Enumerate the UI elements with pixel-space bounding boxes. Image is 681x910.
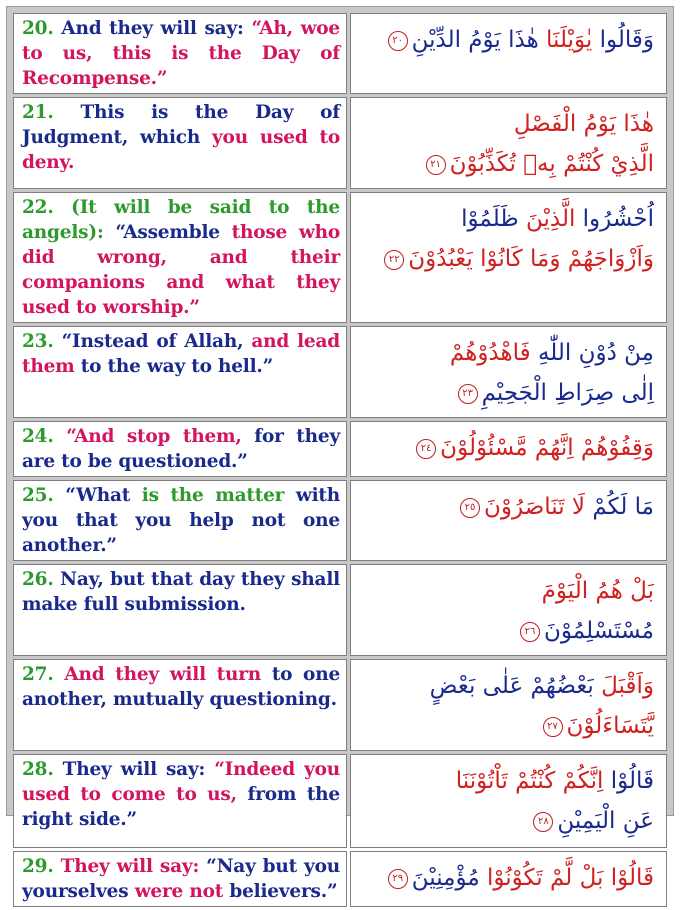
arabic-word-group: هٰذَا يَوْمُ الْفَصْلِ [513,111,654,137]
verse-table-body [13,13,667,907]
arabic-text-cell [350,754,667,848]
verse-table-frame [6,6,674,902]
translation-text: and lead them [22,331,341,377]
verse-number: 26. [22,569,61,590]
translation-text: “What [65,485,142,506]
verse-row [13,13,667,94]
arabic-word-group: الَّذِيْ كُنْتُمْ بِهٖ تُكَذِّبُوْنَ [449,151,654,177]
arabic-text-cell [350,851,667,907]
verse-row [13,421,667,477]
arabic-text-cell [350,326,667,418]
translation-text: are to be questioned.” [22,451,248,472]
arabic-word-group: قَالُوْا بَلْ لَّمْ تَكُوْنُوْا [479,865,654,891]
arabic-word-group: عَنِ الْيَمِيْنِ [557,808,654,834]
translation-text: were not [134,881,230,902]
translation-text: those who did wrong, and their companions [22,222,340,293]
translation-text: “Instead of Allah, [61,331,252,352]
arabic-word-group: بَعْضُهُمْ عَلٰى بَعْضٍ [429,673,594,699]
verse-number: 24. [22,426,67,447]
arabic-word-group: اُحْشُرُوا [582,206,654,232]
arabic-word-group: قَالُوْا [603,768,654,794]
ayah-end-mark-icon: ٢٨ [533,812,553,832]
arabic-line [361,706,654,746]
translation-text: believers.” [229,881,338,902]
arabic-text-cell [350,659,667,751]
translation-text: for they [254,426,340,447]
arabic-word-group: اِلٰى صِرَاطِ الْجَحِيْمِ [481,380,654,406]
translation-text: They will say: [62,759,215,780]
verse-number: 29. [22,856,61,877]
translation-text: “Nay but you yourselves [22,856,340,902]
translation-text: They will say: [60,856,207,877]
arabic-word-group: مِنْ دُوْنِ اللّٰهِ [530,340,654,366]
arabic-word-group: وَقَالُوا [599,27,654,53]
arabic-text-cell [350,13,667,94]
arabic-text-cell [350,97,667,189]
arabic-word-group: لَا تَنَاصَرُوْنَ [484,494,586,520]
translation-text: And they will say: [61,18,252,39]
arabic-word-group: فَاهْدُوْهُمْ [449,340,531,366]
verse-number: 28. [22,759,63,780]
ayah-end-mark-icon: ٢٧ [543,717,563,737]
verse-row [13,480,667,561]
arabic-word-group: مُسْتَسْلِمُوْنَ [544,618,654,644]
arabic-text-cell [350,564,667,656]
arabic-line [361,666,654,706]
translation-text: “Assemble [115,222,232,243]
english-translation-cell [13,326,347,418]
arabic-line [361,571,654,611]
arabic-word-group: وَاَقْبَلَ [593,673,654,699]
verse-row [13,564,667,656]
arabic-word-group: الَّذِيْنَ [518,206,583,232]
arabic-line [361,611,654,651]
translation-text: “Ah, woe to us, this is the Day of Recompense.” [22,18,340,89]
arabic-line [361,761,654,801]
verse-row [13,326,667,418]
verse-row [13,754,667,848]
english-translation-cell [13,851,347,907]
ayah-end-mark-icon: ٢٥ [460,498,480,518]
translation-text: This is [80,102,196,123]
translation-text: Nay, but that day they shall make full submission. [22,569,340,615]
arabic-line [361,199,654,239]
ayah-end-mark-icon: ٢٦ [520,622,540,642]
verse-row [13,851,667,907]
translation-text: that you help not one another.” [22,510,340,556]
arabic-line [361,333,654,373]
arabic-text-cell [350,480,667,561]
verse-row [13,97,667,189]
translation-text: you used to deny. [22,127,340,173]
arabic-word-group: وَقِفُوْهُمْ [573,435,654,461]
verse-number: 22. (It will be said to the angels): [22,197,340,243]
translation-text: “Indeed you used to come to us, [22,759,341,805]
arabic-line [361,801,654,841]
arabic-word-group: يَّتَسَاءَلُوْنَ [566,713,654,739]
ayah-end-mark-icon: ٢٤ [416,439,436,459]
verse-row [13,192,667,323]
arabic-line [361,858,654,898]
verse-number: 23. [22,331,62,352]
translation-text: And they will turn [64,664,272,685]
translation-text: which [139,127,212,148]
arabic-line [361,144,654,184]
arabic-line [361,20,654,60]
arabic-word-group: مَا لَكُمْ [585,494,654,520]
translation-text: to one another, mutually questioning. [22,664,341,710]
arabic-word-group: وَمَا كَانُوْا يَعْبُدُوْنَ [408,246,561,272]
ayah-end-mark-icon: ٢٣ [458,384,478,404]
verse-table [10,10,670,910]
english-translation-cell [13,192,347,323]
arabic-line [361,487,654,527]
arabic-word-group: اِنَّكُمْ كُنْتُمْ تَاْتُوْنَنَا [455,768,604,794]
arabic-line [361,239,654,279]
arabic-word-group: اِنَّهُمْ مَّسْئُوْلُوْنَ [440,435,574,461]
verse-number: 27. [22,664,65,685]
translation-text: to the way to hell.” [80,356,274,377]
english-translation-cell [13,421,347,477]
translation-text: the Day of Judgment, [22,102,340,148]
arabic-word-group: مُؤْمِنِيْنَ [411,865,480,891]
translation-text: “And stop them, [66,426,255,447]
english-translation-cell [13,13,347,94]
ayah-end-mark-icon: ٢٠ [388,31,408,51]
arabic-word-group: يٰوَيْلَنَا [538,27,600,53]
arabic-word-group: بَلْ هُمُ الْيَوْمَ [541,578,654,604]
verse-number: 20. [22,18,62,39]
verse-number: 25. [22,485,66,506]
arabic-text-cell [350,421,667,477]
ayah-end-mark-icon: ٢٩ [388,869,408,889]
translation-text: is the matter [141,485,296,506]
verse-row [13,659,667,751]
arabic-line [361,428,654,468]
english-translation-cell [13,659,347,751]
english-translation-cell [13,97,347,189]
translation-text: from the right side.” [22,784,340,830]
verse-number: 21. [22,102,81,123]
translation-text: and what they used to worship.” [22,272,340,318]
ayah-end-mark-icon: ٢٢ [384,250,404,270]
english-translation-cell [13,564,347,656]
english-translation-cell [13,480,347,561]
arabic-text-cell [350,192,667,323]
ayah-end-mark-icon: ٢١ [426,155,446,175]
arabic-word-group: هٰذَا يَوْمُ الدِّيْنِ [411,27,539,53]
arabic-line [361,373,654,413]
arabic-line [361,104,654,144]
english-translation-cell [13,754,347,848]
arabic-word-group: وَاَزْوَاجَهُمْ [560,246,654,272]
translation-text: with you [22,485,340,531]
arabic-word-group: ظَلَمُوْا [461,206,519,232]
